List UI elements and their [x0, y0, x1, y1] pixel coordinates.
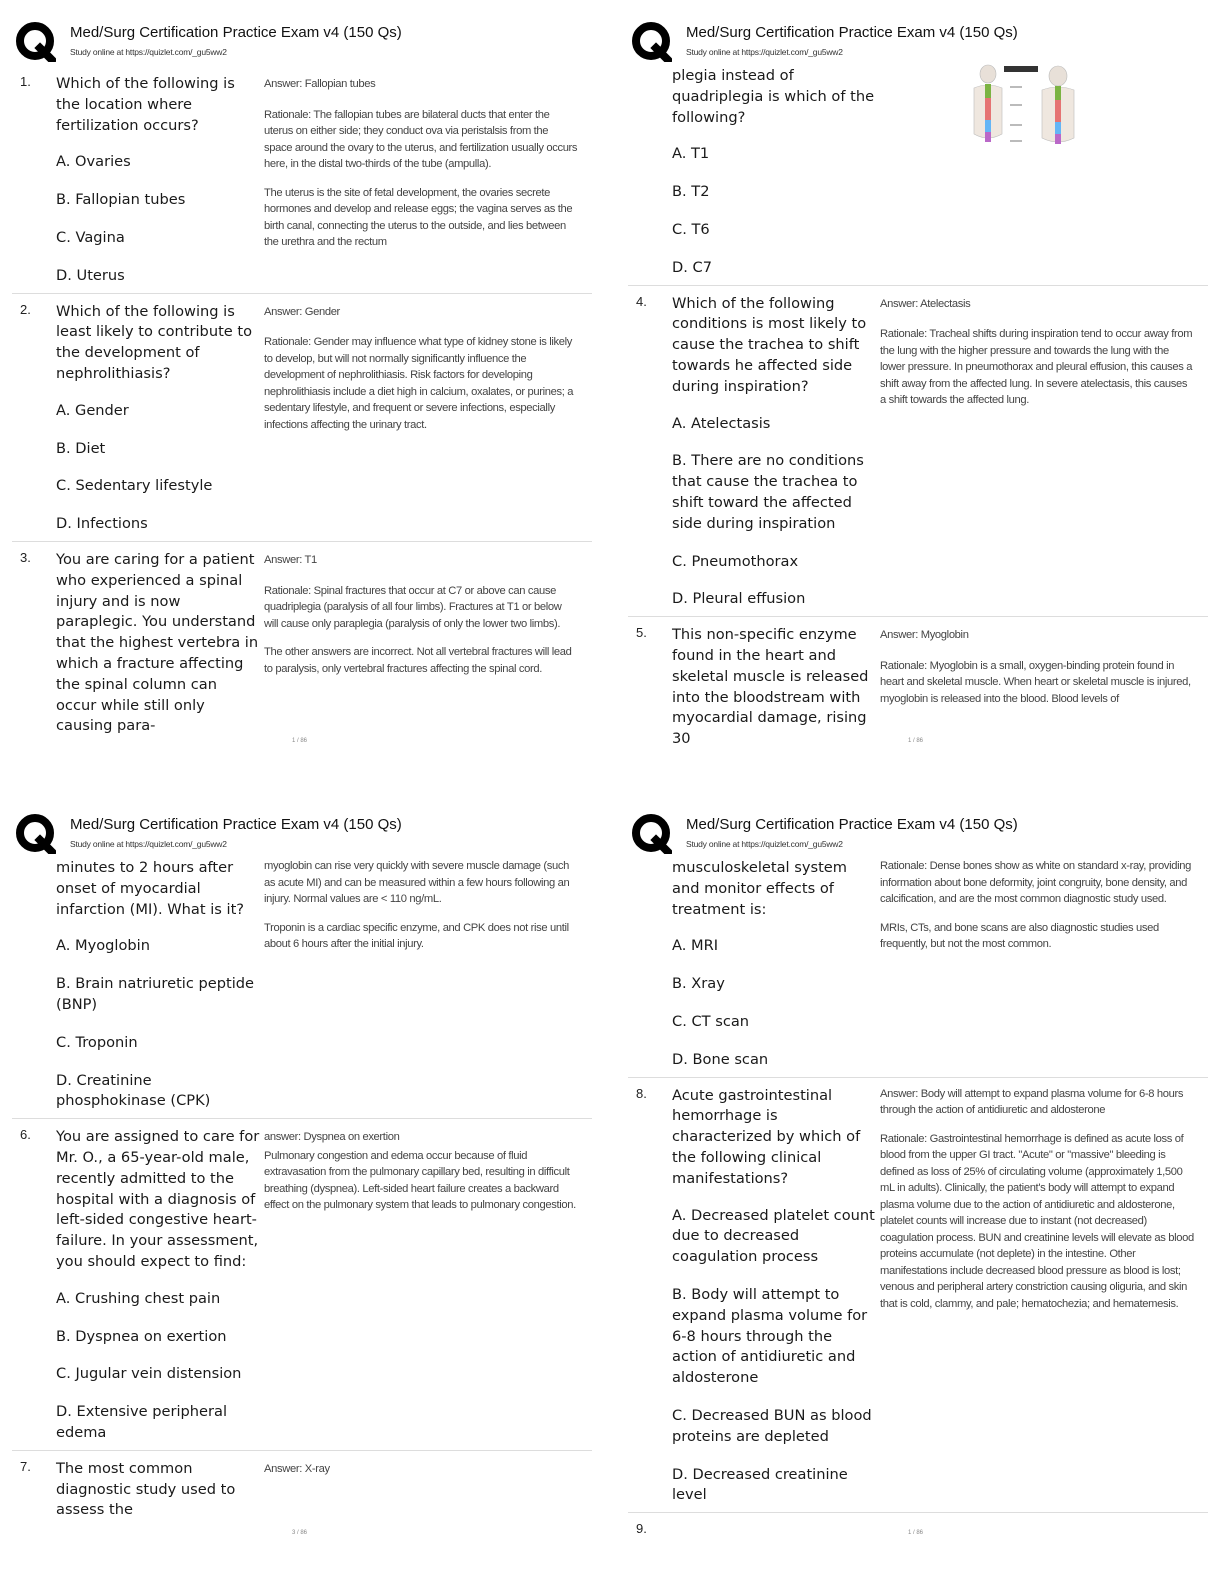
question-text: plegia instead of quadriplegia is which of the following? [672, 67, 875, 126]
rationale-text: Rationale: Gender may influence what type of kidney stone is likely to develop, but will not normally significantly influence the development of nephrolithiasis. Risk factors for developing nephrolithiasis include a diet high in calcium, oxalates, or purines; a sedentary lifestyle, and frequent or severe infections, especially infections affecting the urinary tract. [264, 336, 574, 431]
question-block [12, 66, 592, 293]
option-c: C. Pneumothorax [672, 552, 799, 570]
question-text: minutes to 2 hours after onset of myocardial infarction (MI). What is it? [56, 859, 245, 918]
rationale-text: Pulmonary congestion and edema occur because of fluid extravasation from the pulmonary capillary bed, resulting in difficult breathing (dyspnea). Left-sided heart failure creates a backward effect on the pulmonary system that leads to pulmonary congestion. [264, 1149, 576, 1212]
question-block [12, 1118, 592, 1450]
option-c: C. CT scan [672, 1012, 750, 1030]
option-d: D. Decreased creatinine level [672, 1465, 848, 1504]
page-number: 1 / 86 [908, 738, 924, 744]
page-header [632, 810, 1212, 858]
question-number: 2. [20, 301, 31, 317]
answer-text: Answer: Gender [264, 305, 340, 318]
question-number: 7. [20, 1458, 31, 1474]
page-3 [12, 804, 612, 1584]
question-block [12, 541, 592, 743]
quizlet-logo-icon [16, 814, 56, 854]
question-block-continued [12, 858, 592, 1118]
option-c: C. Vagina [56, 228, 125, 246]
question-text: Which of the following is the location where fertilization occurs? [56, 75, 235, 134]
question-text: Which of the following conditions is most likely to cause the trachea to shift towards he affected side during inspiration? [672, 294, 867, 395]
option-c: C. T6 [672, 220, 710, 238]
question-block-continued [628, 858, 1208, 1077]
option-a: A. T1 [672, 145, 710, 163]
option-c: C. Decreased BUN as blood proteins are depleted [672, 1406, 872, 1445]
option-b: B. There are no conditions that cause the trachea to shift toward the affected side during inspiration [672, 452, 864, 532]
rationale-text: Rationale: Spinal fractures that occur at C7 or above can cause quadriplegia (paralysis of all four limbs). Fractures at T1 or below will cause only paraplegia (paralysis of only the lower two limbs). [264, 584, 562, 630]
option-a: A. Atelectasis [672, 414, 771, 432]
question-block-continued [628, 66, 1208, 285]
study-link[interactable]: Study online at https://quizlet.com/_gu5ww2 [70, 47, 227, 57]
rationale-text: Rationale: Gastrointestinal hemorrhage is defined as acute loss of blood from the upper GI tract. "Acute" or "massive" bleeding is defined as loss of 25% of circulating volume (approximately 1,500 mL in adults). Clinically, the patient's body will attempt to expand plasma volume due to the action of antidiuretic and aldosterone, platelet counts will increase due to instant (not decreased) coagulation process. BUN and creatinine levels will elevate as blood proteins accumulate (not deplete) in the intestine. Other manifestations include decreased blood pressure as blood is lost; venous and peripheral artery constriction causing oliguria, and skin that is cold, clammy, and pale; hematochezia; and hematemesis. [880, 1132, 1194, 1310]
page-number: 1 / 86 [292, 738, 308, 744]
quizlet-logo-icon [16, 22, 56, 62]
option-a: A. Decreased platelet count due to decreased coagulation process [672, 1206, 875, 1266]
rationale-text: Rationale: The fallopian tubes are bilateral ducts that enter the uterus on either side; they conduct ova via peristalsis from the space around the ovary to the uterus, and fertilization usually occurs here, in the distal two-thirds of the tube (ampulla). [264, 108, 578, 171]
rationale-text: Rationale: Tracheal shifts during inspiration tend to occur away from the lung with the higher pressure and towards the lung with the lower pressure. In pneumothorax and pleural effusion, this causes a shift away from the affected lung. In severe atelectasis, this causes a shift towards the affected lung. [880, 328, 1193, 407]
option-b: B. Brain natriuretic peptide (BNP) [56, 975, 255, 1013]
option-b: B. Diet [56, 439, 106, 457]
answer-text: Answer: Fallopian tubes [264, 78, 376, 90]
option-c: C. Sedentary lifestyle [56, 477, 213, 495]
option-b: B. Fallopian tubes [56, 191, 186, 209]
question-block [628, 285, 1208, 617]
answer-text: Answer: T1 [264, 553, 317, 566]
page-header [16, 18, 596, 66]
option-d: D. C7 [672, 258, 712, 276]
question-number: 3. [20, 549, 31, 565]
option-b: B. T2 [672, 183, 710, 201]
study-link[interactable]: Study online at https://quizlet.com/_gu5ww2 [70, 839, 227, 849]
rationale-text: myoglobin can rise very quickly with severe muscle damage (such as acute MI) and can be measured within a few hours following an injury. Normal values are < 110 ng/mL. [264, 860, 570, 905]
quizlet-logo-icon [632, 814, 672, 854]
rationale-text: Rationale: Dense bones show as white on standard x-ray, providing information about bone deformity, joint congruity, bone density, and calcification, and are the most common diagnostic study used. [880, 860, 1191, 905]
study-link[interactable]: Study online at https://quizlet.com/_gu5ww2 [686, 839, 843, 849]
question-text: Which of the following is least likely to contribute to the development of nephrolithiasis? [56, 302, 253, 382]
rationale-text-2: The uterus is the site of fetal development, the ovaries secrete hormones and develop and release eggs; the vagina serves as the birth canal, connecting the uterus to the outside, and lies between the urethra and the rectum [264, 186, 573, 249]
page-header [632, 18, 1212, 66]
question-text: You are caring for a patient who experienced a spinal injury and is now paraplegic. You understand that the highest vertebra in which a fracture affecting the spinal column can occur while still only causing para- [56, 550, 259, 735]
page-4 [628, 804, 1224, 1584]
rationale-text-2: The other answers are incorrect. Not all vertebral fractures will lead to paralysis, only vertebral fractures affecting the spinal cord. [264, 646, 572, 675]
question-block [12, 1450, 592, 1527]
question-number: 1. [20, 74, 31, 89]
question-number: 8. [636, 1085, 647, 1101]
option-c: C. Jugular vein distension [56, 1365, 242, 1383]
question-text: Acute gastrointestinal hemorrhage is characterized by which of the following clinical manifestations? [672, 1086, 861, 1187]
question-text: The most common diagnostic study used to assess the [56, 1459, 236, 1519]
rationale-text: Rationale: Myoglobin is a small, oxygen-binding protein found in heart and skeletal muscle. When heart or skeletal muscle is injured, myoglobin is released into the blood. Blood levels of [880, 659, 1191, 705]
exam-title: Med/Surg Certification Practice Exam v4 (150 Qs) [70, 816, 402, 833]
exam-title: Med/Surg Certification Practice Exam v4 (150 Qs) [686, 816, 1018, 833]
option-d: D. Extensive peripheral edema [56, 1403, 228, 1441]
question-block [12, 293, 592, 541]
page-1 [12, 12, 612, 792]
rationale-text-2: MRIs, CTs, and bone scans are also diagnostic studies used frequently, but not the most common. [880, 921, 1159, 950]
option-d: D. Bone scan [672, 1050, 769, 1068]
answer-text: Answer: Body will attempt to expand plasma volume for 6-8 hours through the action of antidiuretic and aldosterone [880, 1087, 1184, 1117]
answer-text: answer: Dyspnea on exertion [264, 1131, 400, 1144]
question-block [628, 616, 1208, 756]
option-d: D. Infections [56, 515, 148, 533]
exam-title: Med/Surg Certification Practice Exam v4 (150 Qs) [686, 24, 1018, 41]
page-header [16, 810, 596, 858]
answer-text: Answer: Atelectasis [880, 297, 971, 310]
option-a: A. Crushing chest pain [56, 1289, 221, 1307]
question-block [628, 1512, 1208, 1542]
option-a: A. Ovaries [56, 153, 131, 171]
option-a: A. Myoglobin [56, 937, 150, 955]
page-2 [628, 12, 1224, 792]
question-text: You are assigned to care for Mr. O., a 65-year-old male, recently admitted to the hospital with a diagnosis of left-sided congestive heart-failure. In your assessment, you should expect to find: [56, 1128, 260, 1270]
question-text: musculoskeletal system and monitor effects of treatment is: [672, 859, 847, 918]
answer-text: Answer: Myoglobin [880, 629, 969, 642]
option-b: B. Xray [672, 975, 725, 993]
page-number: 3 / 86 [292, 1530, 308, 1536]
exam-title: Med/Surg Certification Practice Exam v4 (150 Qs) [70, 24, 402, 41]
option-b: B. Dyspnea on exertion [56, 1327, 227, 1345]
rationale-text-2: Troponin is a cardiac specific enzyme, and CPK does not rise until about 6 hours after the initial injury. [264, 921, 569, 950]
question-number: 6. [20, 1127, 31, 1143]
question-number: 9. [636, 1521, 647, 1537]
question-number: 4. [636, 293, 647, 309]
option-d: D. Creatinine phosphokinase (CPK) [56, 1071, 211, 1110]
question-number: 5. [636, 625, 647, 641]
option-a: A. MRI [672, 937, 719, 955]
study-link[interactable]: Study online at https://quizlet.com/_gu5ww2 [686, 47, 843, 57]
quizlet-logo-icon [632, 22, 672, 62]
question-text: This non-specific enzyme found in the heart and skeletal muscle is released into the bloodstream with myocardial damage, rising 30 [672, 626, 869, 748]
option-a: A. Gender [56, 401, 129, 419]
answer-text: Answer: X-ray [264, 1462, 330, 1475]
option-d: D. Uterus [56, 266, 125, 284]
option-d: D. Pleural effusion [672, 590, 806, 608]
option-b: B. Body will attempt to expand plasma volume for 6-8 hours through the action of antidiuretic and aldosterone [672, 1285, 868, 1387]
option-c: C. Troponin [56, 1033, 138, 1051]
question-block [628, 1077, 1208, 1513]
page-number: 1 / 86 [908, 1530, 924, 1536]
